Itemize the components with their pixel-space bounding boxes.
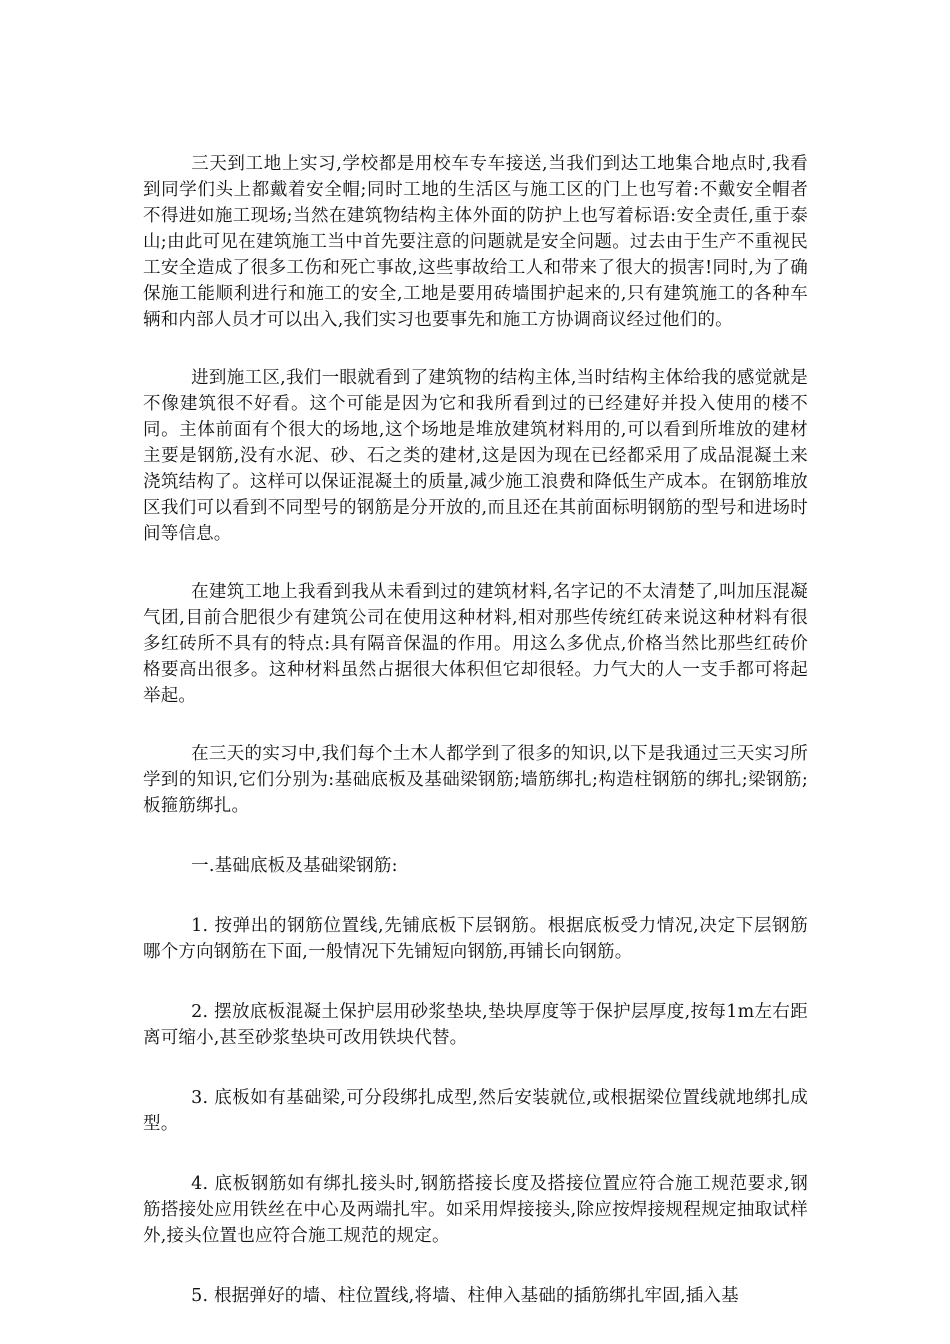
list-item-3: 3. 底板如有基础梁,可分段绑扎成型,然后安装就位,或根据梁位置线就地绑扎成型。 [143,1088,808,1134]
paragraph-aerated-concrete: 在建筑工地上我看到我从未看到过的建筑材料,名字记的不太清楚了,叫加压混凝气团,目前合肥很少有建筑公司在使用这种材料,相对那些传统红砖来说这种材料有很多红砖所不具有的特点:具有隔音保温的作用。用这么多优点,价格当然比那些红砖价格要高出很多。这种材料虽然占据很大体积但它却很轻。力气大的人一支手都可将起举起。 [143,582,808,706]
list-item-2: 2. 摆放底板混凝土保护层用砂浆垫块,垫块厚度等于保护层厚度,按每1m左右距离可缩小,甚至砂浆垫块可改用铁块代替。 [143,1002,808,1048]
paragraph-site-safety: 三天到工地上实习,学校都是用校车专车接送,当我们到达工地集合地点时,我看到同学们头上都戴着安全帽;同时工地的生活区与施工区的门上也写着:不戴安全帽者不得进如施工现场;当然在建筑物结构主体外面的防护上也写着标语:安全责任,重于泰山;由此可见在建筑施工当中首先要注意的问题就是安全问题。过去由于生产不重视民工安全造成了很多工伤和死亡事故,这些事故给工人和带来了很大的损害!同时,为了确保施工能顺利进行和施工的安全,工地是要用砖墙围护起来的,只有建筑施工的各种车辆和内部人员才可以出入,我们实习也要事先和施工方协调商议经过他们的。 [143,154,808,330]
list-item-1: 1. 按弹出的钢筋位置线,先铺底板下层钢筋。根据底板受力情况,决定下层钢筋哪个方向钢筋在下面,一般情况下先铺短向钢筋,再铺长向钢筋。 [143,916,808,962]
list-item-4: 4. 底板钢筋如有绑扎接头时,钢筋搭接长度及搭接位置应符合施工规范要求,钢筋搭接处应用铁丝在中心及两端扎牢。如采用焊接接头,除应按焊接规程规定抽取试样外,接头位置也应符合施工规范的规定。 [143,1174,808,1246]
list-item-5: 5. 根据弹好的墙、柱位置线,将墙、柱伸入基础的插筋绑扎牢固,插入基 [191,1286,739,1306]
document-body [143,151,808,1309]
paragraph-construction-area: 进到施工区,我们一眼就看到了建筑物的结构主体,当时结构主体给我的感觉就是不像建筑很不好看。这个可能是因为它和我所看到过的已经建好并投入使用的楼不同。主体前面有个很大的场地,这个场地是堆放建筑材料用的,可以看到所堆放的建材主要是钢筋,没有水泥、砂、石之类的建材,这是因为现在已经都采用了成品混凝土来浇筑结构了。这样可以保证混凝土的质量,减少施工浪费和降低生产成本。在钢筋堆放区我们可以看到不同型号的钢筋是分开放的,而且还在其前面标明钢筋的型号和进场时间等信息。 [143,368,808,544]
paragraph-knowledge-summary: 在三天的实习中,我们每个土木人都学到了很多的知识,以下是我通过三天实习所学到的知识,它们分别为:基础底板及基础梁钢筋;墙筋绑扎;构造柱钢筋的绑扎;梁钢筋;板箍筋绑扎。 [143,744,808,816]
section-heading-foundation: 一.基础底板及基础梁钢筋: [191,856,398,876]
